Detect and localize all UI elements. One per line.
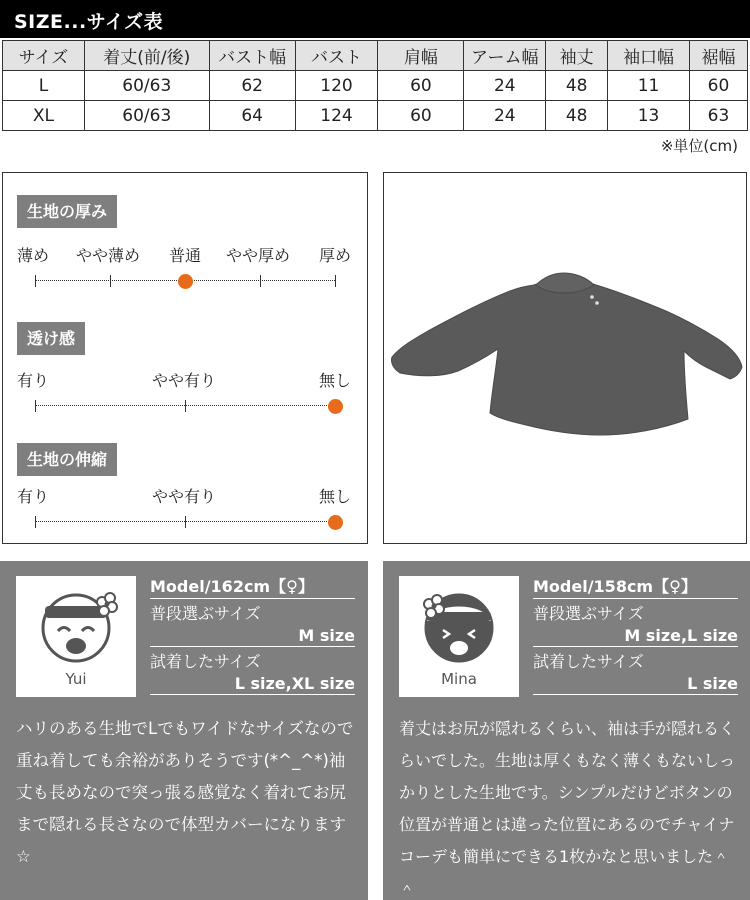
table-cell: 11: [608, 71, 690, 101]
thickness-label-slightly-thick: やや厚め: [226, 246, 291, 265]
stretch-label-slightly: やや有り: [152, 487, 217, 506]
sheerness-label-none: 無し: [319, 371, 352, 390]
col-hem-width: 裾幅: [690, 41, 748, 71]
tried-size-label: 試着したサイズ: [533, 652, 644, 671]
scale-tick: [185, 400, 186, 412]
thickness-label-normal: 普通: [169, 246, 202, 265]
garment-body: [391, 279, 742, 435]
sheerness-title: 透け感: [17, 322, 85, 355]
table-cell: 62: [209, 71, 295, 101]
thickness-label-slightly-thin: やや薄め: [76, 246, 141, 265]
table-cell: 60/63: [84, 71, 209, 101]
scale-tick: [110, 275, 111, 287]
sheerness-scale: [35, 405, 335, 406]
size-chart-title: SIZE...サイズ表: [14, 11, 164, 33]
size-table-header-row: [3, 41, 748, 71]
stretch-label-yes: 有り: [17, 487, 50, 506]
col-arm-width: アーム幅: [464, 41, 546, 71]
table-cell: 60: [378, 71, 464, 101]
model-height-line: Model/162cm【♀】: [150, 577, 314, 596]
table-row: [3, 71, 748, 101]
table-cell: 48: [546, 101, 608, 131]
thickness-scale: [35, 280, 335, 281]
thickness-label-thick: 厚め: [319, 246, 352, 265]
button: [590, 295, 594, 299]
model-name: Mina: [441, 670, 477, 688]
product-image-panel: [383, 172, 747, 544]
table-cell: 63: [690, 101, 748, 131]
col-sleeve-length: 袖丈: [546, 41, 608, 71]
model-comment: 着丈はお尻が隠れるくらい、袖は手が隠れるくらいでした。生地は厚くもなく薄くもないしっかりとした生地です。シンプルだけどボタンの位置が普通とは違った位置にあるのでチャイナコーデも簡単にできる1枚かなと思いました＾＾: [399, 719, 736, 898]
thickness-label-thin: 薄め: [17, 246, 50, 265]
scale-tick: [335, 275, 336, 287]
table-cell: 120: [295, 71, 378, 101]
cell-size-l: L: [3, 71, 85, 101]
scale-tick: [260, 275, 261, 287]
model-comment: ハリのある生地でLでもワイドなサイズなので重ね着しても余裕がありそうです(*^_^*)袖丈も長めなので突っ張る感覚なく着れてお尻まで隠れる長さなので体型カバーになります☆: [16, 719, 354, 866]
usual-size-label: 普段選ぶサイズ: [150, 604, 261, 623]
cell-size-xl: XL: [3, 101, 85, 131]
model-face-icon: [399, 576, 519, 671]
scale-tick: [35, 516, 36, 528]
col-shoulder: 肩幅: [378, 41, 464, 71]
col-length: 着丈(前/後): [84, 41, 209, 71]
table-cell: 24: [464, 71, 546, 101]
usual-size-value: M size: [150, 625, 355, 647]
size-chart-header: [0, 0, 750, 38]
table-row: [3, 101, 748, 131]
table-cell: 13: [608, 101, 690, 131]
sheerness-label-yes: 有り: [17, 371, 50, 390]
table-cell: 60: [690, 71, 748, 101]
model-panel-yui: [0, 561, 368, 900]
button: [595, 301, 599, 305]
stretch-scale: [35, 521, 335, 522]
usual-size-value: M size,L size: [533, 625, 738, 647]
col-bust-width: バスト幅: [209, 41, 295, 71]
scale-tick: [35, 400, 36, 412]
table-cell: 60: [378, 101, 464, 131]
scale-tick: [35, 275, 36, 287]
col-size: サイズ: [3, 41, 85, 71]
avatar-mina: [399, 576, 519, 697]
unit-note: ※単位(cm): [660, 137, 738, 155]
avatar-yui: [16, 576, 136, 697]
fabric-panel: [2, 172, 368, 544]
scale-tick: [185, 516, 186, 528]
usual-size-label: 普段選ぶサイズ: [533, 604, 644, 623]
product-shirt-image: [384, 173, 748, 545]
model-panel-mina: [383, 561, 750, 900]
tried-size-label: 試着したサイズ: [150, 652, 261, 671]
model-name: Yui: [65, 670, 87, 688]
table-cell: 64: [209, 101, 295, 131]
thickness-title: 生地の厚み: [17, 195, 117, 228]
col-bust: バスト: [295, 41, 378, 71]
col-cuff-width: 袖口幅: [608, 41, 690, 71]
sheerness-label-slightly: やや有り: [152, 371, 217, 390]
stretch-label-none: 無し: [319, 487, 352, 506]
tried-size-value: L size: [533, 673, 738, 695]
sheerness-indicator-dot: [328, 399, 343, 414]
model-info: [150, 576, 355, 699]
table-cell: 24: [464, 101, 546, 131]
size-table: [2, 40, 748, 131]
table-cell: 48: [546, 71, 608, 101]
thickness-indicator-dot: [178, 274, 193, 289]
tried-size-value: L size,XL size: [150, 673, 355, 695]
table-cell: 60/63: [84, 101, 209, 131]
divider: [533, 598, 738, 599]
table-cell: 124: [295, 101, 378, 131]
model-info: [533, 576, 738, 699]
stretch-title: 生地の伸縮: [17, 443, 117, 476]
model-height-line: Model/158cm【♀】: [533, 577, 697, 596]
stretch-indicator-dot: [328, 515, 343, 530]
model-face-icon: [16, 576, 136, 671]
divider: [150, 598, 355, 599]
